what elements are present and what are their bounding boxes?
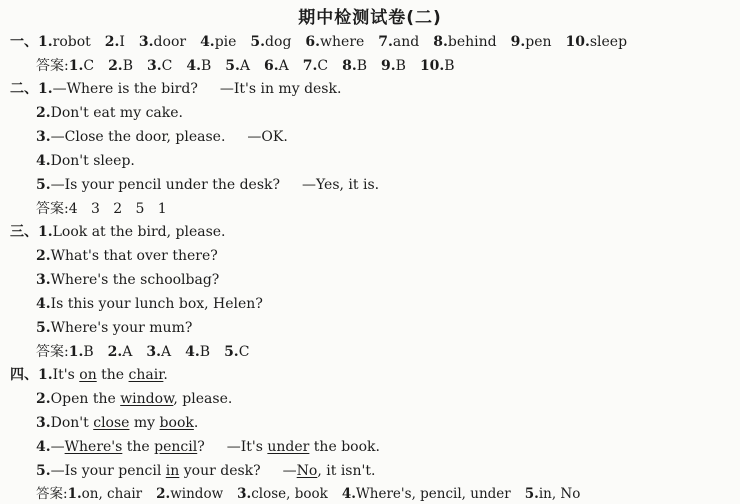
answer: B bbox=[444, 58, 455, 74]
section-4-line-5 bbox=[36, 462, 375, 480]
sentence-part: It's bbox=[52, 367, 80, 383]
item-number: 2. bbox=[107, 344, 123, 360]
item-number: 1. bbox=[67, 486, 82, 502]
underlined-word: on bbox=[79, 367, 97, 383]
sentence: Look at the bird, please. bbox=[52, 224, 226, 240]
answer: B bbox=[122, 58, 133, 74]
sentence-part: Open the bbox=[50, 391, 121, 407]
answer: A bbox=[122, 344, 133, 360]
section-2-line-2 bbox=[36, 104, 183, 122]
underlined-word: book bbox=[159, 415, 194, 431]
section-3-line-5 bbox=[36, 319, 192, 337]
answer: B bbox=[356, 58, 368, 74]
sentence: —OK. bbox=[247, 129, 288, 145]
item-number: 3. bbox=[138, 34, 154, 50]
sentence-part: . bbox=[163, 367, 168, 383]
item-number: 8. bbox=[433, 34, 448, 50]
sentence: —Is your pencil under the desk? bbox=[50, 177, 281, 193]
item-number: 3. bbox=[36, 415, 51, 431]
word: pie bbox=[214, 34, 237, 50]
sentence-part: , it isn't. bbox=[317, 463, 376, 479]
item-number: 4. bbox=[36, 439, 51, 455]
sentence-part: , please. bbox=[173, 391, 233, 407]
item-number: 4. bbox=[200, 34, 215, 50]
sentence-part: the bbox=[96, 367, 129, 383]
item-number: 2. bbox=[108, 58, 123, 74]
section-3-line-1 bbox=[10, 223, 226, 241]
item-number: 5. bbox=[36, 320, 51, 336]
word: pen bbox=[525, 34, 552, 50]
underlined-word: under bbox=[267, 439, 310, 455]
item-number: 9. bbox=[381, 58, 396, 74]
item-number: 3. bbox=[146, 58, 162, 74]
sentence: —Yes, it is. bbox=[302, 177, 380, 193]
section-4-line-4 bbox=[36, 438, 380, 456]
answer-label: 答案: bbox=[36, 344, 69, 360]
item-number: 3. bbox=[237, 486, 252, 502]
section-2-line-3 bbox=[36, 128, 288, 146]
section-3-line-2 bbox=[36, 247, 218, 265]
item-number: 4. bbox=[36, 296, 51, 312]
sentence: —Close the door, please. bbox=[50, 129, 226, 145]
sentence: —Where is the bird? bbox=[52, 81, 198, 97]
section-3-line-3 bbox=[36, 271, 219, 289]
answer: C bbox=[317, 58, 329, 74]
sentence-part: . bbox=[193, 415, 199, 431]
sentence-part: my bbox=[129, 415, 160, 431]
answer: on, chair bbox=[81, 486, 143, 502]
item-number: 2. bbox=[36, 248, 51, 264]
section-2-line-5 bbox=[36, 176, 379, 194]
item-number: 4. bbox=[341, 486, 356, 502]
item-number: 1. bbox=[38, 224, 53, 240]
word: door bbox=[153, 34, 187, 50]
sentence-part: the bbox=[122, 439, 155, 455]
section-3-line-4 bbox=[36, 295, 263, 313]
answer: Where's, pencil, under bbox=[355, 486, 511, 502]
word: behind bbox=[447, 34, 497, 50]
sentence: What's that over there? bbox=[50, 248, 218, 264]
answer: B bbox=[199, 344, 211, 360]
answer: window bbox=[170, 486, 224, 502]
sentence: Where's the schoolbag? bbox=[50, 272, 220, 288]
answer: close, book bbox=[251, 486, 328, 502]
item-number: 5. bbox=[36, 177, 51, 193]
section-1-answers bbox=[36, 57, 455, 75]
item-number: 2. bbox=[36, 105, 51, 121]
underlined-word: window bbox=[120, 391, 174, 407]
item-number: 4. bbox=[185, 344, 200, 360]
item-number: 1. bbox=[38, 81, 53, 97]
word: sleep bbox=[589, 34, 628, 50]
item-number: 1. bbox=[38, 34, 53, 50]
section-marker: 二、 bbox=[10, 81, 38, 97]
sentence-part: your desk? bbox=[179, 463, 261, 479]
item-number: 5. bbox=[36, 463, 51, 479]
sentence: Is this your lunch box, Helen? bbox=[50, 296, 263, 312]
sentence: Don't sleep. bbox=[50, 153, 135, 169]
sentence: —It's in my desk. bbox=[219, 81, 342, 97]
underlined-word: chair bbox=[128, 367, 164, 383]
answer: A bbox=[278, 58, 289, 74]
section-4-answers bbox=[36, 485, 580, 503]
item-number: 7. bbox=[302, 58, 318, 74]
answer: A bbox=[239, 58, 250, 74]
item-number: 5. bbox=[250, 34, 266, 50]
sentence-part: Don't bbox=[50, 415, 94, 431]
sentence-part: the book. bbox=[309, 439, 380, 455]
answer: C bbox=[238, 344, 250, 360]
answer: C bbox=[83, 58, 95, 74]
underlined-word: No bbox=[296, 463, 318, 479]
word: robot bbox=[52, 34, 91, 50]
sentence: Where's your mum? bbox=[50, 320, 193, 336]
answer: B bbox=[200, 58, 212, 74]
word: where bbox=[320, 34, 365, 50]
item-number: 5. bbox=[224, 344, 239, 360]
item-number: 7. bbox=[378, 34, 393, 50]
sentence: Don't eat my cake. bbox=[50, 105, 183, 121]
answer: in, No bbox=[538, 486, 581, 502]
sentence-part: ? bbox=[197, 439, 205, 455]
section-marker: 三、 bbox=[10, 224, 38, 240]
section-4-line-2 bbox=[36, 390, 232, 408]
item-number: 2. bbox=[104, 34, 120, 50]
item-number: 6. bbox=[264, 58, 279, 74]
section-2-line-1 bbox=[10, 80, 341, 98]
section-1-words bbox=[10, 33, 627, 51]
underlined-word: Where's bbox=[64, 439, 123, 455]
item-number: 1. bbox=[68, 344, 84, 360]
underlined-word: in bbox=[165, 463, 180, 479]
answer: C bbox=[161, 58, 173, 74]
item-number: 4. bbox=[36, 153, 51, 169]
answer: A bbox=[161, 344, 172, 360]
word: and bbox=[392, 34, 420, 50]
sentence-part: — bbox=[50, 439, 65, 455]
sentence-part: —Is your pencil bbox=[50, 463, 166, 479]
page-title: 期中检测试卷(二) bbox=[298, 8, 442, 28]
section-4-line-1 bbox=[10, 366, 168, 384]
underlined-word: close bbox=[93, 415, 130, 431]
answer: B bbox=[395, 58, 406, 74]
item-number: 3. bbox=[36, 272, 51, 288]
item-number: 2. bbox=[36, 391, 51, 407]
item-number: 10. bbox=[565, 34, 590, 50]
answer: B bbox=[83, 344, 94, 360]
item-number: 5. bbox=[524, 486, 539, 502]
item-number: 9. bbox=[510, 34, 526, 50]
item-number: 4. bbox=[186, 58, 201, 74]
underlined-word: pencil bbox=[154, 439, 198, 455]
item-number: 2. bbox=[156, 486, 171, 502]
section-4-line-3 bbox=[36, 414, 198, 432]
section-marker: 一、 bbox=[10, 34, 38, 50]
section-marker: 四、 bbox=[10, 367, 38, 383]
word: dog bbox=[265, 34, 292, 50]
section-2-line-4 bbox=[36, 152, 135, 170]
item-number: 8. bbox=[342, 58, 357, 74]
item-number: 1. bbox=[68, 58, 84, 74]
section-2-answers: 答案:4 3 2 5 1 bbox=[36, 201, 167, 217]
item-number: 5. bbox=[225, 58, 240, 74]
answer-label: 答案: bbox=[36, 486, 68, 502]
answer-label: 答案: bbox=[36, 58, 69, 74]
item-number: 6. bbox=[305, 34, 321, 50]
section-3-answers bbox=[36, 343, 249, 361]
word: I bbox=[119, 34, 125, 50]
sentence-part: — bbox=[282, 463, 297, 479]
item-number: 10. bbox=[419, 58, 445, 74]
sentence-part: —It's bbox=[226, 439, 268, 455]
item-number: 1. bbox=[38, 367, 53, 383]
item-number: 3. bbox=[36, 129, 51, 145]
item-number: 3. bbox=[146, 344, 162, 360]
